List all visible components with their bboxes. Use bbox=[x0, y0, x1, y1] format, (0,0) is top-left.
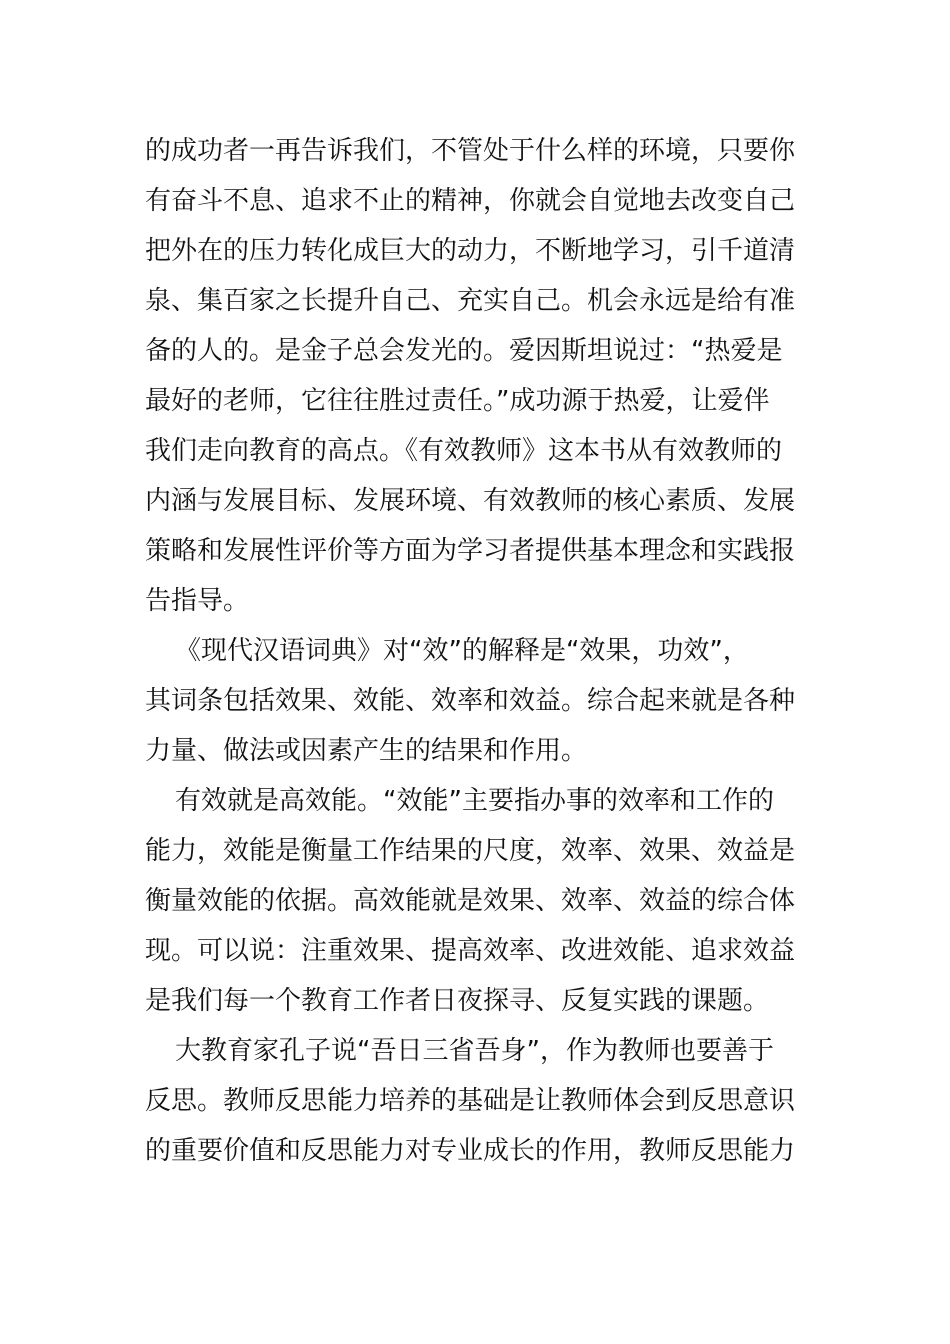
text-line: 最好的老师，它往往胜过责任。”成功源于热爱，让爱伴 bbox=[145, 386, 770, 416]
text-line: 《现代汉语词典》对“效”的解释是“效果，功效”， bbox=[175, 636, 749, 666]
text-line: 其词条包括效果、效能、效率和效益。综合起来就是各种 bbox=[145, 686, 796, 716]
text-line: 反思。教师反思能力培养的基础是让教师体会到反思意识 bbox=[145, 1086, 796, 1116]
text-line: 是我们每一个教育工作者日夜探寻、反复实践的课题。 bbox=[145, 986, 770, 1016]
text-line: 的成功者一再告诉我们，不管处于什么样的环境，只要你 bbox=[145, 136, 796, 166]
text-line: 我们走向教育的高点。《有效教师》这本书从有效教师的 bbox=[145, 436, 783, 466]
text-line: 把外在的压力转化成巨大的动力，不断地学习，引千道清 bbox=[145, 236, 796, 266]
paragraph-1 bbox=[145, 126, 805, 626]
text-line: 能力，效能是衡量工作结果的尺度，效率、效果、效益是 bbox=[145, 836, 796, 866]
paragraph-2 bbox=[145, 626, 805, 776]
text-line: 大教育家孔子说“吾日三省吾身”，作为教师也要善于 bbox=[175, 1036, 774, 1066]
text-line: 备的人的。是金子总会发光的。爱因斯坦说过：“热爱是 bbox=[145, 336, 783, 366]
paragraph-4 bbox=[145, 1026, 805, 1176]
text-line: 策略和发展性评价等方面为学习者提供基本理念和实践报 bbox=[145, 536, 796, 566]
text-line: 有奋斗不息、追求不止的精神，你就会自觉地去改变自己 bbox=[145, 186, 796, 216]
text-line: 的重要价值和反思能力对专业成长的作用，教师反思能力 bbox=[145, 1136, 796, 1166]
document-body bbox=[145, 126, 805, 1176]
paragraph-3 bbox=[145, 776, 805, 1026]
text-line: 内涵与发展目标、发展环境、有效教师的核心素质、发展 bbox=[145, 486, 796, 516]
text-line: 泉、集百家之长提升自己、充实自己。机会永远是给有准 bbox=[145, 286, 796, 316]
text-line: 衡量效能的依据。高效能就是效果、效率、效益的综合体 bbox=[145, 886, 796, 916]
text-line: 现。可以说：注重效果、提高效率、改进效能、追求效益 bbox=[145, 936, 796, 966]
text-line: 有效就是高效能。“效能”主要指办事的效率和工作的 bbox=[175, 786, 774, 816]
text-line: 告指导。 bbox=[145, 586, 250, 616]
text-line: 力量、做法或因素产生的结果和作用。 bbox=[145, 736, 588, 766]
